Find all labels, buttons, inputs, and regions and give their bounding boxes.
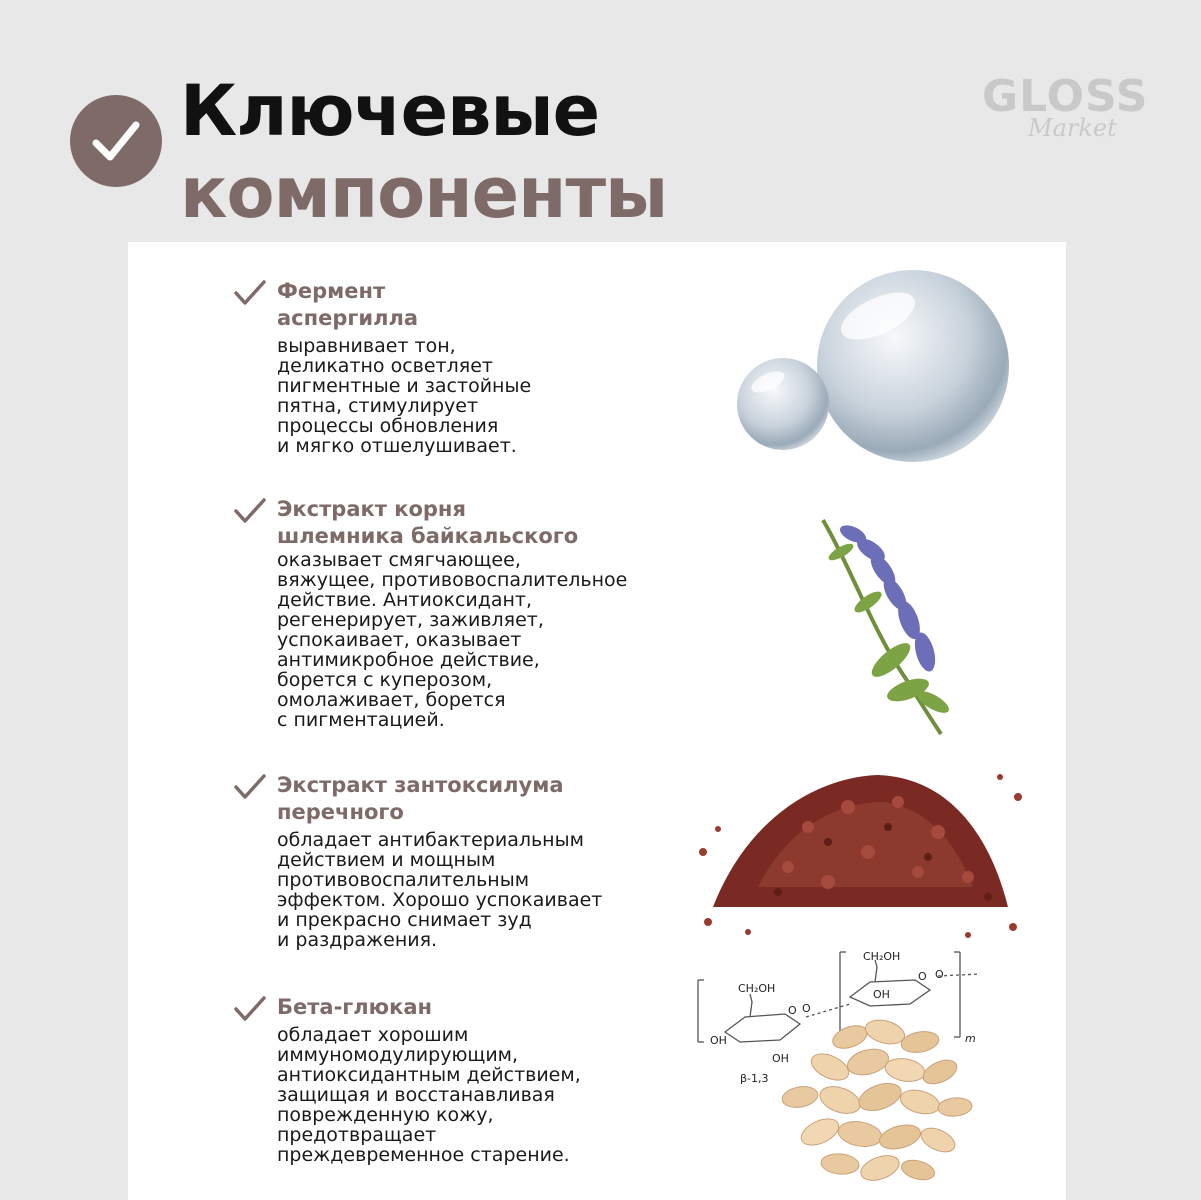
ingredient-name: Экстракт корня шлемника байкальского [277,497,579,548]
beta-glucan-illustration [690,942,990,1192]
check-icon [233,994,267,1024]
ingredient-description: обладает антибактериальным действием и мощным противовоспалительным эффектом. Хорошо успокаивает и прекрасно снимает зуд и раздражения. [277,829,603,951]
checkmark-icon [86,111,146,171]
check-icon [233,772,267,802]
ingredient-item [233,772,673,950]
ingredient-name: Бета-глюкан [277,995,433,1019]
title-line-1: Ключевые [180,70,600,152]
ingredient-item [233,994,673,1165]
molecule-label: CH₂OH [863,950,901,963]
pepper-berries-illustration [688,757,1033,942]
ingredient-item [233,496,673,730]
logo-brand: GLOSS [982,71,1149,122]
ingredient-description: обладает хорошим иммуномодулирующим, антиоксидантным действием, защищая и восстанавливая поврежденную кожу, предотвращает преждевременное старение. [277,1024,581,1166]
molecule-label: O [788,1004,797,1017]
molecule-label: m [965,1032,976,1045]
ingredient-item [233,278,673,456]
molecule-label: OH [710,1034,727,1047]
molecule-label: O [918,970,927,983]
page-title [180,70,667,234]
ingredient-name: Фермент аспергилла [277,279,419,330]
bubbles-illustration [728,264,1028,474]
molecule-label: O [802,1002,811,1015]
molecule-label: β-1,3 [740,1072,769,1085]
molecule-label: O [935,968,944,981]
skullcap-flower-illustration [813,512,973,742]
check-icon [233,278,267,308]
molecule-label: CH₂OH [738,982,776,995]
header-check-badge [70,95,162,187]
ingredient-description: выравнивает тон, деликатно осветляет пигментные и застойные пятна, стимулирует процессы обновления и мягко отшелушивает. [277,335,532,457]
title-line-2: компоненты [180,152,668,234]
molecule-label: OH [873,988,890,1001]
ingredients-card [128,242,1066,1200]
ingredient-description: оказывает смягчающее, вяжущее, противовоспалительное действие. Антиоксидант, регенерирует, заживляет, успокаивает, оказывает антимикробное действие, борется с куперозом, омолаживает, борется с пигментацией. [277,549,628,731]
gloss-market-logo [982,72,1152,152]
check-icon [233,496,267,526]
ingredient-name: Экстракт зантоксилума перечного [277,773,564,824]
molecule-label: OH [772,1052,789,1065]
logo-sub: Market [1028,114,1117,142]
